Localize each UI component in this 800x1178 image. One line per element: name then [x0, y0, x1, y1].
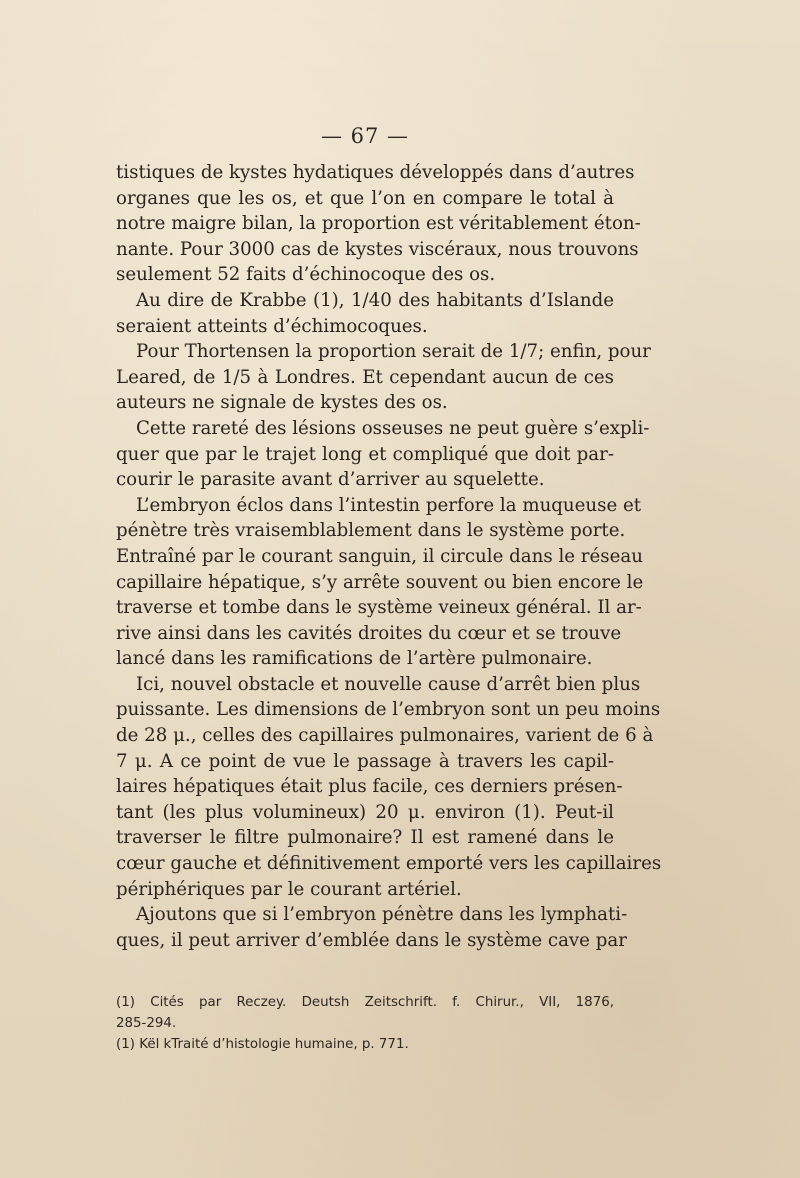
- text-line: puissante. Les dimensions de l’embryon sont un peu moins: [116, 699, 661, 721]
- text-line: quer que par le trajet long et compliqué que doit par-: [116, 443, 614, 465]
- text-line: auteurs ne signale de kystes des os.: [116, 392, 448, 414]
- text-line: lancé dans les ramifications de l’artère pulmonaire.: [116, 648, 593, 670]
- text-line: cœur gauche et définitivement emporté vers les capillaires: [116, 853, 662, 875]
- text-line: organes que les os, et que l’on en compare le total à: [116, 187, 614, 209]
- text-line: laires hépatiques était plus facile, ces derniers présen-: [116, 776, 623, 798]
- text-line: pénètre très vraisemblablement dans le système porte.: [116, 520, 626, 542]
- text-line: ques, il peut arriver d’emblée dans le système cave par: [116, 929, 627, 951]
- text-line: de 28 μ., celles des capillaires pulmonaires, varient de 6 à: [116, 725, 654, 747]
- text-line: 7 μ. A ce point de vue le passage à travers les capil-: [116, 750, 614, 772]
- text-line: Leared, de 1/5 à Londres. Et cependant aucun de ces: [116, 366, 614, 388]
- text-line: Entraîné par le courant sanguin, il circule dans le réseau: [116, 545, 643, 567]
- text-line: Ici, nouvel obstacle et nouvelle cause d’arrêt bien plus: [136, 673, 641, 695]
- text-line: Cette rareté des lésions osseuses ne peut guère s’expli-: [136, 417, 650, 439]
- footnote-line: (1) Kël kTraité d’histologie humaine, p. 771.: [116, 1037, 409, 1052]
- text-line: capillaire hépatique, s’y arrête souvent ou bien encore le: [116, 571, 644, 593]
- text-line: L’embryon éclos dans l’intestin perfore la muqueuse et: [136, 494, 642, 516]
- text-line: Ajoutons que si l’embryon pénètre dans les lymphati-: [136, 904, 628, 926]
- text-line: Au dire de Krabbe (1), 1/40 des habitants d’Islande: [136, 289, 614, 311]
- footnotes: [116, 992, 614, 1055]
- text-line: nante. Pour 3000 cas de kystes viscéraux, nous trouvons: [116, 238, 639, 260]
- body-text: [116, 160, 662, 953]
- text-line: courir le parasite avant d’arriver au squelette.: [116, 469, 545, 491]
- page-number: — 67 —: [320, 124, 410, 148]
- text-line: seulement 52 faits d’échinocoque des os.: [116, 264, 496, 286]
- footnote-line: 285-294.: [116, 1016, 177, 1031]
- text-line: seraient atteints d’échimocoques.: [116, 315, 428, 337]
- text-line: tant (les plus volumineux) 20 μ. environ (1). Peut-il: [116, 801, 614, 823]
- text-line: périphériques par le courant artériel.: [116, 878, 462, 900]
- text-line: traverser le filtre pulmonaire? Il est ramené dans le: [116, 827, 614, 849]
- footnote-line: (1) Cités par Reczey. Deutsh Zeitschrift. f. Chirur., VII, 1876,: [116, 995, 614, 1010]
- text-line: tistiques de kystes hydatiques développés dans d’autres: [116, 162, 635, 183]
- text-line: Pour Thortensen la proportion serait de 1/7; enfin, pour: [136, 341, 651, 363]
- text-line: notre maigre bilan, la proportion est véritablement éton-: [116, 213, 641, 235]
- text-line: traverse et tombe dans le système veineux général. Il ar-: [116, 597, 642, 619]
- text-line: rive ainsi dans les cavités droites du cœur et se trouve: [116, 622, 622, 644]
